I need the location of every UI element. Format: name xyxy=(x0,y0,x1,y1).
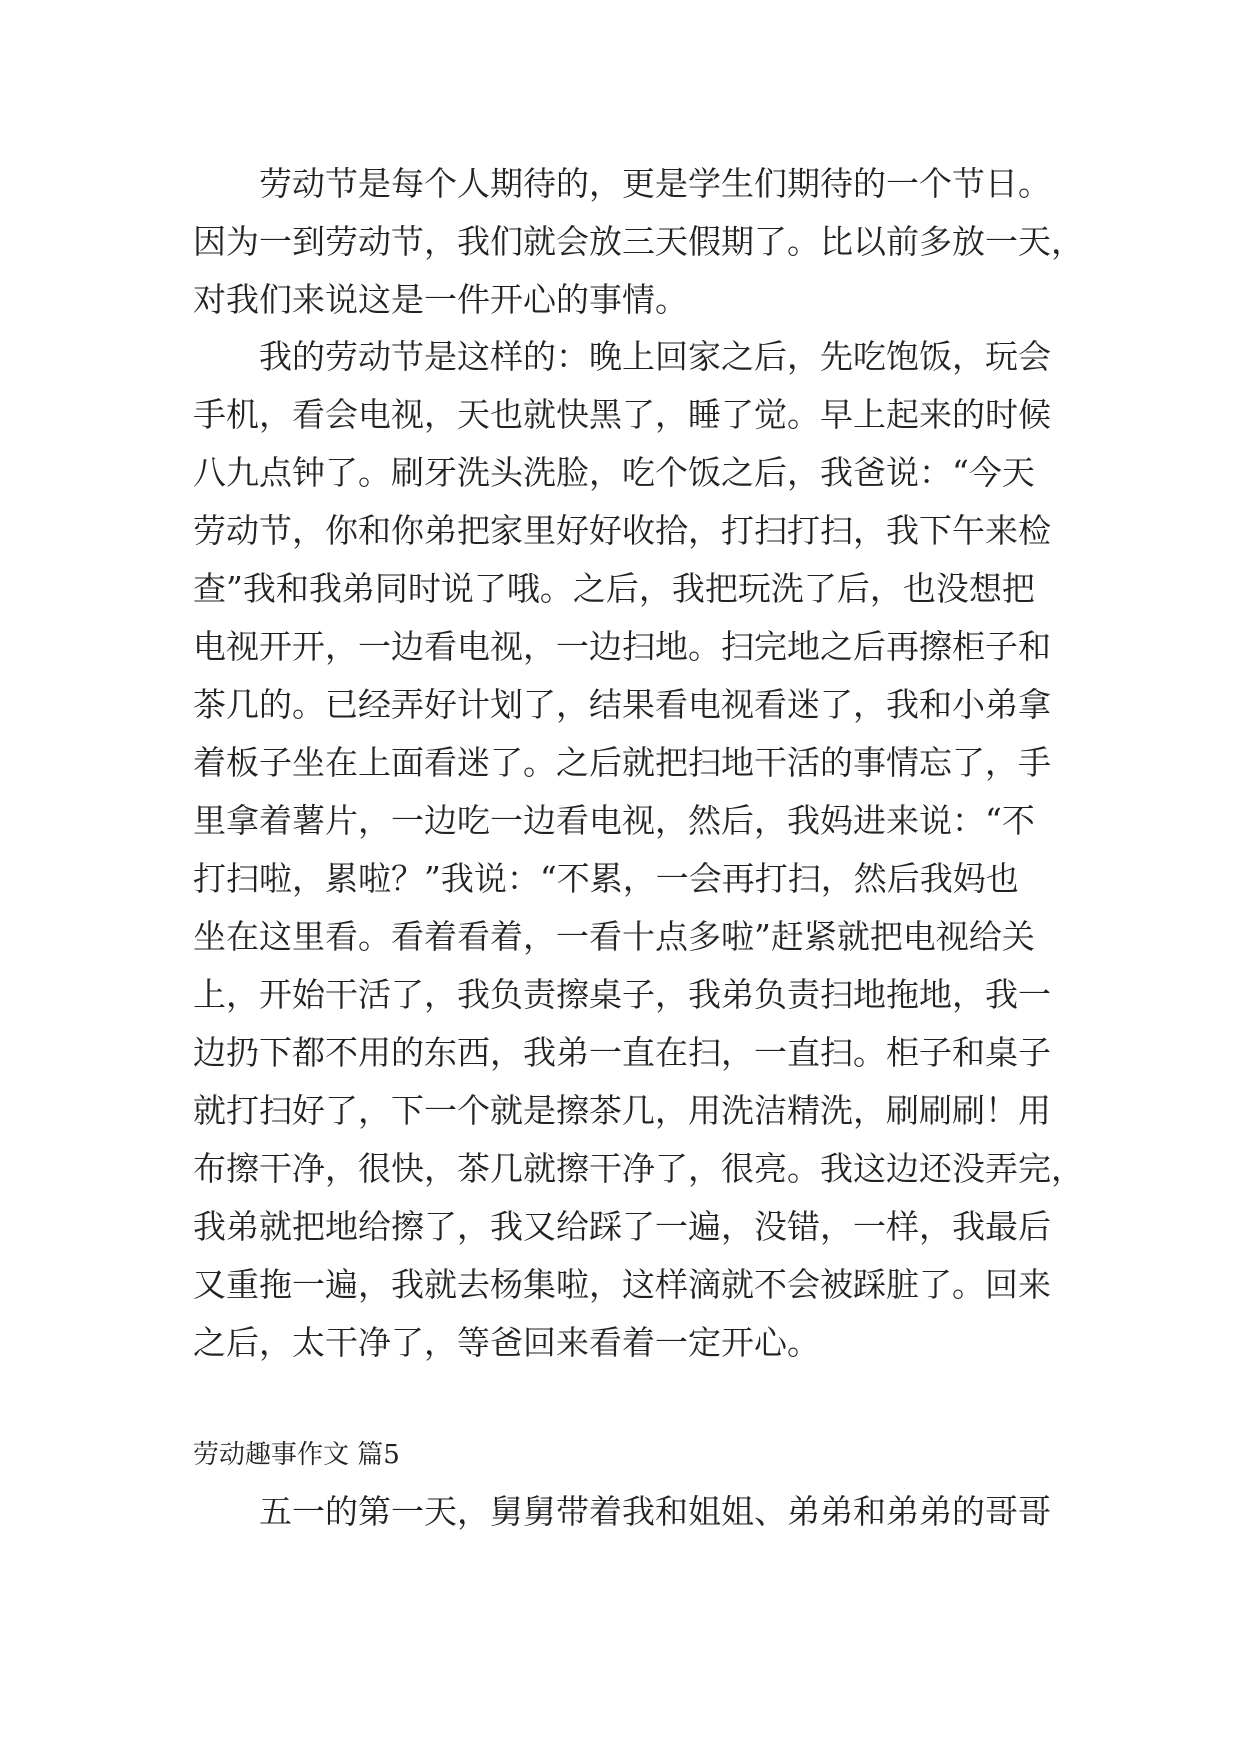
paragraph-line: 就打扫好了，下一个就是擦茶几，用洗洁精洗，刷刷刷！用 xyxy=(193,1091,1051,1130)
paragraph-line: 因为一到劳动节，我们就会放三天假期了。比以前多放一天， xyxy=(193,222,1084,261)
paragraph-line: 茶几的。已经弄好计划了，结果看电视看迷了，我和小弟拿 xyxy=(193,685,1051,724)
paragraph-line: 之后，太干净了，等爸回来看着一定开心。 xyxy=(193,1323,820,1362)
paragraph-line: 我的劳动节是这样的：晚上回家之后，先吃饱饭，玩会 xyxy=(259,337,1051,376)
section-heading: 劳动趣事作文 篇5 xyxy=(193,1440,400,1470)
paragraph-line: 着板子坐在上面看迷了。之后就把扫地干活的事情忘了，手 xyxy=(193,743,1051,782)
paragraph-line: 打扫啦，累啦？”我说：“不累，一会再打扫，然后我妈也 xyxy=(193,859,1019,898)
paragraph-line: 边扔下都不用的东西，我弟一直在扫，一直扫。柜子和桌子 xyxy=(193,1033,1051,1072)
paragraph-line: 电视开开，一边看电视，一边扫地。扫完地之后再擦柜子和 xyxy=(193,627,1051,666)
paragraph-line: 里拿着薯片，一边吃一边看电视，然后，我妈进来说：“不 xyxy=(193,801,1035,840)
paragraph-line: 劳动节是每个人期待的，更是学生们期待的一个节日。 xyxy=(259,164,1051,203)
paragraph-line: 上，开始干活了，我负责擦桌子，我弟负责扫地拖地，我一 xyxy=(193,975,1051,1014)
paragraph-line: 坐在这里看。看着看着，一看十点多啦”赶紧就把电视给关 xyxy=(193,917,1035,956)
paragraph-line: 五一的第一天，舅舅带着我和姐姐、弟弟和弟弟的哥哥 xyxy=(259,1492,1051,1531)
paragraph-line: 八九点钟了。刷牙洗头洗脸，吃个饭之后，我爸说：“今天 xyxy=(193,453,1035,492)
paragraph-line: 查”我和我弟同时说了哦。之后，我把玩洗了后，也没想把 xyxy=(193,569,1035,608)
paragraph-line: 对我们来说这是一件开心的事情。 xyxy=(193,280,688,319)
paragraph-line: 布擦干净，很快，茶几就擦干净了，很亮。我这边还没弄完， xyxy=(193,1149,1084,1188)
paragraph-line: 劳动节，你和你弟把家里好好收拾，打扫打扫，我下午来检 xyxy=(193,511,1051,550)
paragraph-line: 又重拖一遍，我就去杨集啦，这样滴就不会被踩脏了。回来 xyxy=(193,1265,1051,1304)
paragraph-line: 手机，看会电视，天也就快黑了，睡了觉。早上起来的时候 xyxy=(193,395,1051,434)
paragraph-line: 我弟就把地给擦了，我又给踩了一遍，没错，一样，我最后 xyxy=(193,1207,1051,1246)
